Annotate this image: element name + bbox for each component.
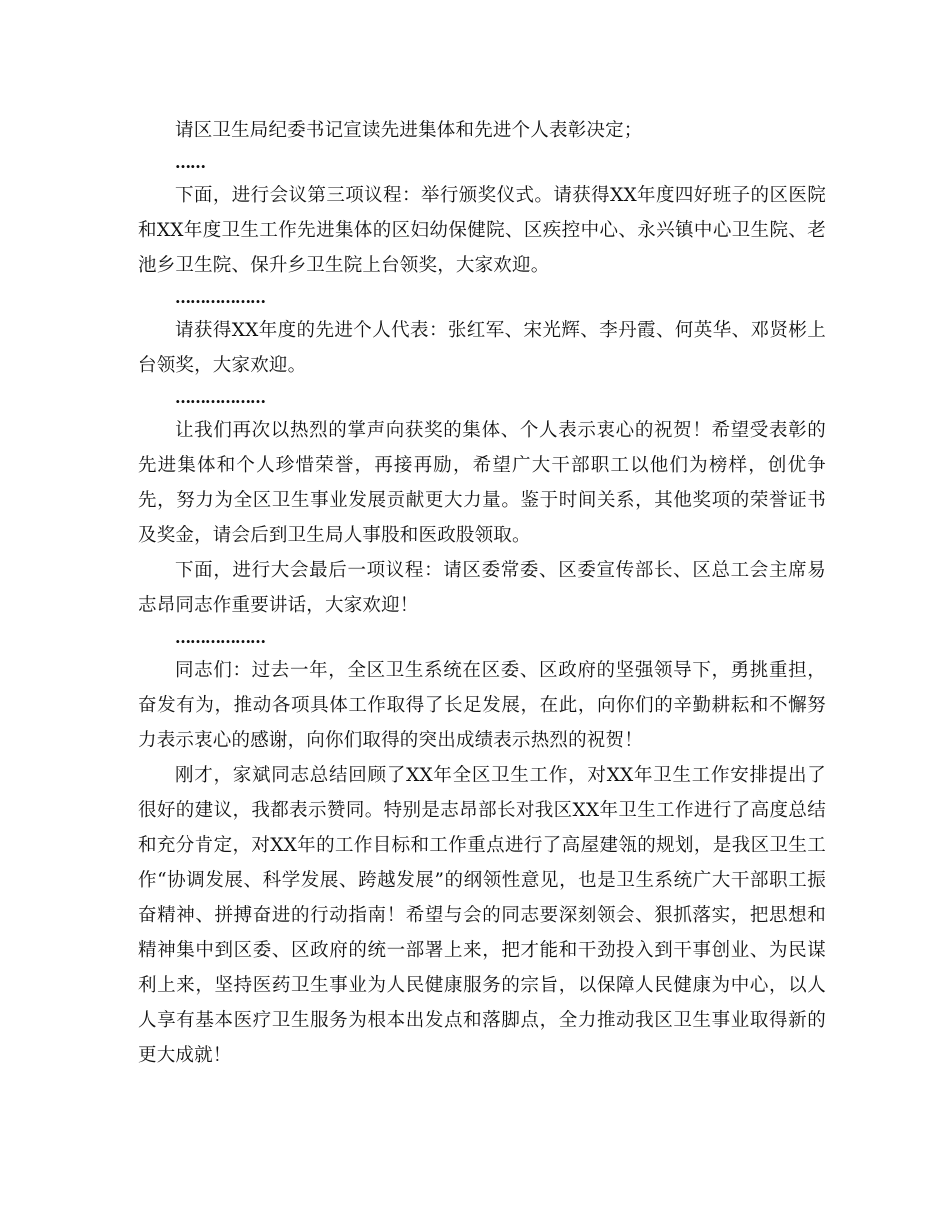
paragraph-award-individuals: 请获得XX年度的先进个人代表：张红军、宋光辉、李丹霞、何英华、邓贤彬上台领奖，大家欢迎。 — [138, 320, 826, 376]
paragraph-congratulations: 让我们再次以热烈的掌声向获奖的集体、个人表示衷心的祝贺！希望受表彰的先进集体和个人珍惜荣誉，再接再励，希望广大干部职工以他们为榜样，创优争先，努力为全区卫生事业发展贡献更大力量。鉴于时间关系，其他奖项的荣誉证书及奖金，请会后到卫生局人事股和医政股领取。 — [138, 420, 826, 546]
ellipsis-separator: ……………… — [175, 628, 265, 647]
paragraph-address-comrades: 同志们：过去一年，全区卫生系统在区委、区政府的坚强领导下，勇挑重担，奋发有为，推动各项具体工作取得了长足发展，在此，向你们的辛勤耕耘和不懈努力表示衷心的感谢，向你们取得的突出成绩表示热烈的祝贺！ — [138, 660, 826, 751]
ellipsis-separator: …… — [175, 153, 205, 172]
paragraph-final-agenda: 下面，进行大会最后一项议程：请区委常委、区委宣传部长、区总工会主席易志昂同志作重要讲话，大家欢迎！ — [138, 560, 826, 616]
document-body — [138, 113, 826, 1073]
paragraph-commendation-announcement: 请区卫生局纪委书记宣读先进集体和先进个人表彰决定； — [175, 120, 643, 141]
ellipsis-separator: ……………… — [175, 288, 265, 307]
paragraph-speech-summary: 刚才，家斌同志总结回顾了XX年全区卫生工作，对XX年卫生工作安排提出了很好的建议，我都表示赞同。特别是志昂部长对我区XX年卫生工作进行了高度总结和充分肯定，对XX年的工作目标和工作重点进行了高屋建瓴的规划，是我区卫生工作“协调发展、科学发展、跨越发展”的纲领性意见，也是卫生系统广大干部职工振奋精神、拼搏奋进的行动指南！希望与会的同志要深刻领会、狠抓落实，把思想和精神集中到区委、区政府的统一部署上来，把才能和干劲投入到干事创业、为民谋利上来，坚持医药卫生事业为人民健康服务的宗旨，以保障人民健康为中心，以人人享有基本医疗卫生服务为根本出发点和落脚点，全力推动我区卫生事业取得新的更大成就！ — [138, 765, 826, 1066]
paragraph-award-ceremony-groups: 下面，进行会议第三项议程：举行颁奖仪式。请获得XX年度四好班子的区医院和XX年度卫生工作先进集体的区妇幼保健院、区疾控中心、永兴镇中心卫生院、老池乡卫生院、保升乡卫生院上台领奖，大家欢迎。 — [138, 185, 826, 276]
ellipsis-separator: ……………… — [175, 388, 265, 407]
